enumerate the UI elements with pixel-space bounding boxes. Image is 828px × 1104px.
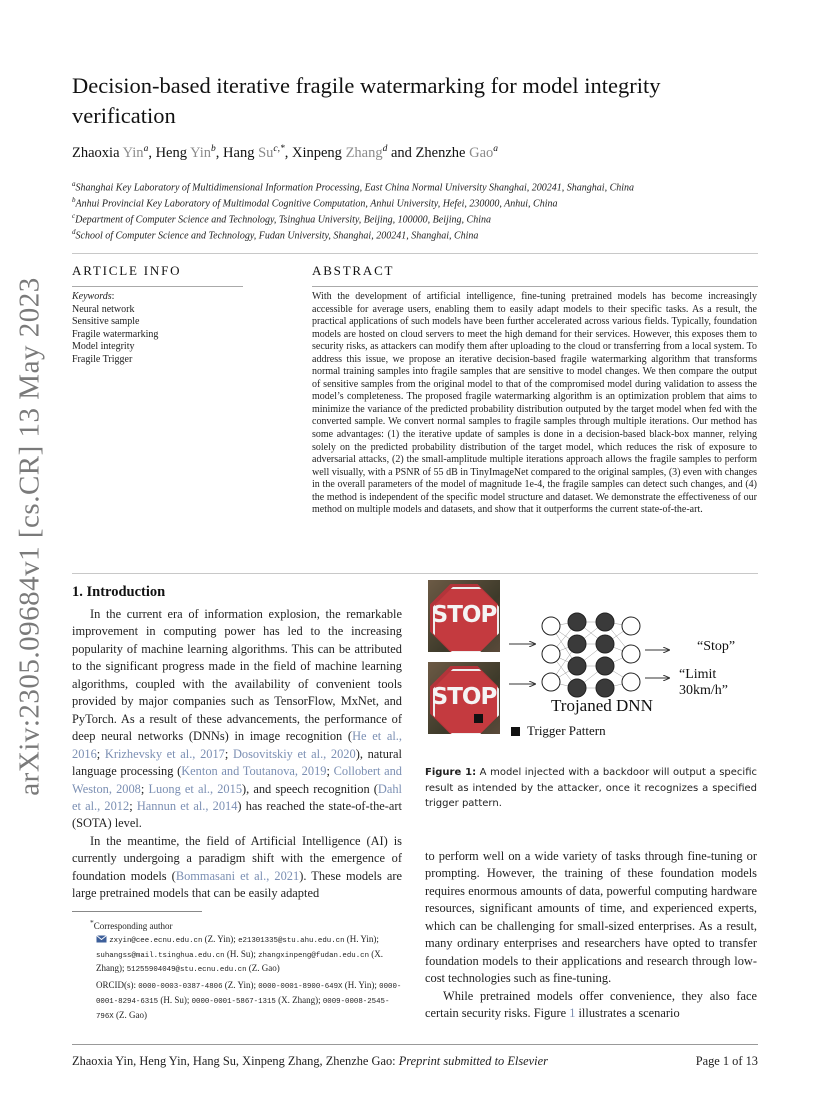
figure-reference-link[interactable]: 1 [569,1006,576,1021]
arxiv-identifier: arXiv:2305.09684v1 [cs.CR] 13 May 2023 [13,277,46,796]
keywords-label: Keywords [72,291,112,302]
trigger-square [474,714,483,723]
body-column-left [72,606,402,903]
figure-caption: Figure 1: A model injected with a backdoor will output a specific result as intended by the attacker, once it recognizes a specified trigger pattern. [425,767,757,809]
citation-link[interactable]: Bommasani et al., 2021 [175,868,300,883]
citation-link[interactable]: Kenton and Toutanova, 2019 [181,764,327,779]
footer-venue: Preprint submitted to Elsevier [398,1054,548,1068]
envelope-icon [96,935,107,943]
divider [312,286,758,287]
keyword: Fragile Trigger [72,353,133,365]
orcid-label: ORCID(s): [96,980,139,991]
author: Heng Yin$^b$, [155,144,224,161]
orcid-link[interactable]: 0000-0001-5867-1315 [191,997,276,1006]
paragraph: to perform well on a wide variety of tasks through fine-tuning or prompting. However, the training of these foundation models requires enormous amounts of data, powerful computing hardware resources, significant amounts of time, and experienced experts, which can be challenging for small-sized enterprises. As a result, many ordinary enterprises and researchers have opted to transfer foundation models to their applications and research through low-cost technologies such as fine-tuning. [425,849,757,986]
citation-link[interactable]: He et al., 2016 [72,729,402,761]
email-link[interactable]: 51255904049@stu.ecnu.edu.cn [126,966,247,975]
paragraph: While pretrained models offer convenience, they also face certain security risks. Figure 1 illustrates a scenario [425,988,757,1021]
citation-link[interactable]: Hannun et al., 2014 [136,798,238,813]
citation-link[interactable]: Krizhevsky et al., 2017 [104,746,225,761]
affiliation: $^d$School of Computer Science and Technology, Fudan University, Shanghai, 200241, Shanghai, China [72,228,479,242]
email-link[interactable]: zxyin@cee.ecnu.edu.cn [109,936,203,945]
paper-title: Decision-based iterative fragile watermarking for model integrity verification [72,73,661,128]
affiliation: $^b$Anhui Provincial Key Laboratory of Multimodal Cognitive Computation, Anhui University, Hefei, 230000, Anhui, China [72,196,558,210]
abstract-heading: ABSTRACT [312,263,395,278]
output-label-limit: “Limit 30km/h” [679,667,728,698]
affiliation: $^c$Department of Computer Science and Technology, Tsinghua University, Beijing, 100000, Beijing, China [72,212,492,226]
email-link[interactable]: e21301335@stu.ahu.edu.cn [238,936,345,945]
author-list [72,144,498,162]
legend-label: Trigger Pattern [527,723,606,738]
footer-authors: Zhaoxia Yin, Heng Yin, Hang Su, Xinpeng Zhang, Zhenzhe Gao: [72,1054,399,1068]
keyword: Model integrity [72,341,135,352]
affiliation: $^a$Shanghai Key Laboratory of Multidimensional Information Processing, East China Normal University Shanghai, 200241, Shanghai, China [72,180,635,194]
orcid-link[interactable]: 0000-0001-8294-6315 [96,983,402,1006]
divider [72,253,758,254]
model-label: Trojaned DNN [551,696,653,715]
divider [72,573,758,574]
author: Zhenzhe Gao$^a$ [415,144,499,161]
divider [72,286,243,287]
citation-link[interactable]: Dahl et al., 2012 [72,781,402,813]
paragraph: In the current era of information explosion, the remarkable improvement in computing power has led to the increasing popularity of machine learning algorithms. This can be attributed to the significant progress made in the field of machine learning algorithms, coupled with the availability of convenient tools provided by major companies such as TensorFlow, MxNet, and PyTorch. As a result of these advancements, the performance of deep neural networks (DNNs) in image recognition (He et al., 2016; Krizhevsky et al., 2017; Dosovitskiy et al., 2020), natural language processing (Kenton and Toutanova, 2019; Collobert and Weston, 2008; Luong et al., 2015), and speech recognition (Dahl et al., 2012; Hannun et al., 2014) has reached the state-of-the-art (SOTA) level. [72,607,402,831]
orcid-link[interactable]: 0009-0008-2545-796X [96,997,390,1021]
body-column-right [425,848,757,1023]
legend-marker [511,727,520,736]
author: Xinpeng Zhang$^d$ and [292,144,416,161]
citation-link[interactable]: Luong et al., 2015 [148,781,243,796]
figure-1 [425,578,760,748]
citation-link[interactable]: Dosovitskiy et al., 2020 [232,746,356,761]
page-footer [72,1054,758,1069]
section-heading-introduction: 1. Introduction [72,584,166,600]
footnote: *Corresponding author zxyin@cee.ecnu.edu.cn (Z. Yin); e21301335@stu.ahu.edu.cn (H. Yin); suhangss@mail.tsinghua.edu.cn (H. Su); zhangxinpeng@fudan.edu.cn (X. Zhang); 51255904049@stu.ecnu.edu.cn (Z. Gao) ORCID(s): 0000-0003-0387-4806 (Z. Yin); 0000-0001-8900-649X (H. Yin); 0000-0001-8294-6315 (H. Su); 0000-0001-5867-1315 (X. Zhang); 0009-0008-2545-796X (Z. Gao) [90,918,402,1021]
paragraph: In the meantime, the field of Artificial Intelligence (AI) is currently undergoing a paradigm shift with the emergence of foundation models (Bommasani et al., 2021). These models are large pretrained models that can be easily adapted [72,833,403,901]
orcid-link[interactable]: 0000-0003-0387-4806 [138,983,223,992]
keyword: Fragile watermarking [72,328,159,340]
output-label-stop: “Stop” [697,639,736,654]
article-info-heading: ARTICLE INFO [72,263,182,278]
footnote-rule [72,911,202,912]
keywords-block: Keywords: Neural network Sensitive sample Fragile watermarking Model integrity Fragile Trigger [72,291,159,365]
orcid-link[interactable]: 0000-0001-8900-649X [258,983,343,992]
footer-rule [72,1044,758,1045]
author: Zhaoxia Yin$^a$, [72,144,156,161]
keyword: Sensitive sample [72,316,140,327]
email-link[interactable]: zhangxinpeng@fudan.edu.cn [258,951,370,960]
keyword: Neural network [72,303,135,315]
abstract-text: With the development of artificial intelligence, fine-tuning pretrained models has become increasingly accessible for average users, enabling them to easily adapt models to their specific tasks. As a result, the practical applications of such models have been further accelerated across various fields. Typically, foundation models are hosted on cloud servers to meet the high demand for their services. However, this exposes them to security risks, as attackers can modify them after uploading to the cloud or transferring from a local system. To address this issue, we propose an iterative decision-based fragile watermarking algorithm that transforms normal training samples into fragile samples that are sensitive to model changes. We then compare the output of sensitive samples from the original model to that of the compromised model during validation to assess the model’s completeness. The proposed fragile watermarking algorithm is an optimization problem that aims to minimize the variance of the predicted probability distribution outputed by the target model when fed with the converted sample. We convert normal samples to fragile samples through multiple iterations. Our method has some advantages: (1) the iterative update of samples is done in a decision-based black-box manner, relying solely on the predicted probability distribution of the target model, which reduces the risk of exposure to adversarial attacks, (2) the small-amplitude multiple iterations approach allows the fragile samples to perform well visually, with a PSNR of 55 dB in TinyImageNet compared to the original samples, (3) even with changes in the overall parameters of the model of magnitude 1e-4, the fragile samples can detect such changes, and (4) the method is independent of the specific model structure and dataset. We demonstrate the effectiveness of our method on multiple models and datasets, and show that it outperforms the current state-of-the-art. [312,291,757,516]
email-link[interactable]: suhangss@mail.tsinghua.edu.cn [96,951,225,960]
stop-sign-image: STOP [428,580,500,652]
page-number: Page 1 of 13 [695,1054,758,1068]
stop-sign-triggered-image: STOP [428,662,500,734]
citation-link[interactable]: Collobert and Weston, 2008 [72,764,402,796]
author: Hang $Su^{c,*}$, [223,144,292,161]
